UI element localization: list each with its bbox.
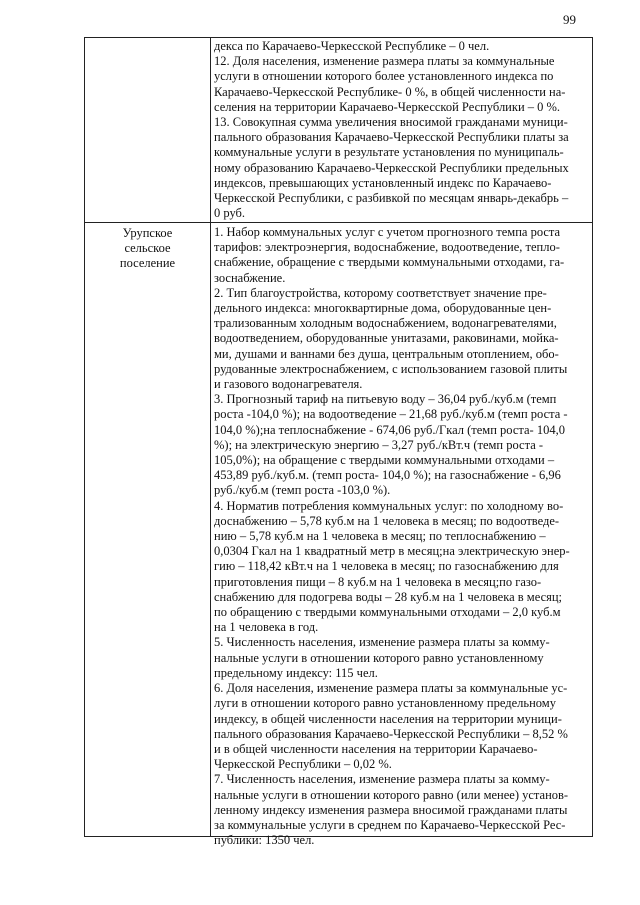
text-line: гию – 118,42 кВт.ч на 1 человека в месяц; по газоснабжению для [214,559,559,574]
text-line: на 1 человека в год. [214,620,319,635]
upper-text-cell [214,39,586,221]
text-line: ми, душами и ваннами без душа, центральным отоплением, обо- [214,346,559,361]
text-line: 4. Норматив потребления коммунальных услуг: по холодному во- [214,498,564,513]
text-line: нию – 5,78 куб.м на 1 человека в месяц; по теплоснабжению – [214,529,546,544]
text-line: селения на территории Карачаево-Черкесской Республики – 0 %. [214,99,561,114]
text-line: по обращению с твердыми коммунальными отходами – 2,0 куб.м [214,605,561,620]
text-line: 13. Совокупная сумма увеличения вносимой гражданами муници- [214,115,568,130]
settlement-name-cell [85,222,210,272]
text-line: снабжению для подогрева воды – 28 куб.м на 1 человека в месяц; [214,589,563,604]
text-line: пального образования Карачаево-Черкесской Республики платы за [214,130,569,145]
text-line: рудованные электроснабжением, с использованием газовой плиты [214,361,568,376]
text-line: нальные услуги в отношении которого равно установленному [214,650,544,665]
text-line: %); на электрическую энергию – 3,27 руб./кВт.ч (темп роста - [214,437,544,452]
text-line: индексу, в общей численности населения на территории муници- [214,711,562,726]
page-number: 99 [563,12,576,27]
text-line: 1. Набор коммунальных услуг с учетом прогнозного темпа роста [214,225,561,239]
settlement-name-line: Урупское [122,226,173,240]
text-line: Черкесской Республики, с разбивкой по месяцам январь-декабрь – [214,191,569,206]
text-line: Черкесской Республики – 0,02 %. [214,757,392,772]
text-line: 0,0304 Гкал на 1 квадратный метр в месяц;на электрическую энер- [214,544,570,559]
column-divider [210,38,211,836]
settlement-name-line: поселение [119,256,176,271]
text-line: ному образованию Карачаево-Черкесской Республики предельных [214,160,569,175]
text-line: доснабжению – 5,78 куб.м на 1 человека в месяц; по водоотведе- [214,513,560,528]
text-line: 5. Численность населения, изменение размера платы за комму- [214,635,550,650]
text-line: водоотведением, оборудованные унитазами, раковинами, мойка- [214,331,559,346]
text-line: индексов, превышающих установленный индекс по Карачаево- [214,175,552,190]
text-line: роста -104,0 %); на водоотведение – 21,68 руб./куб.м (темп роста - [214,407,568,422]
text-line: 453,89 руб./куб.м. (темп роста- 104,0 %); на газоснабжение - 6,96 [214,468,561,483]
text-line: коммунальные услуги в результате установления по муниципаль- [214,145,564,160]
text-line: декса по Карачаево-Черкесской Республике – 0 чел. [214,39,490,53]
text-line: тарифов: электроэнергия, водоснабжение, водоотведение, тепло- [214,240,560,255]
text-line: Карачаево-Черкесской Республике- 0 %, в общей численности на- [214,84,566,99]
text-line: 7. Численность населения, изменение размера платы за комму- [214,772,550,787]
text-line: пального образования Карачаево-Черкесской Республики – 8,52 % [214,726,568,741]
text-line: 0 руб. [214,206,246,221]
text-line: руб./куб.м (темп роста -103,0 %). [214,483,391,498]
text-line: 105,0%); на обращение с твердыми коммунальными отходами – [214,453,555,468]
text-line: услуги в отношении которого более установленного индекса по [214,69,554,84]
text-line: трализованным холодным водоснабжением, водонагревателями, [214,316,557,331]
lower-text-cell [214,225,586,848]
text-line: 104,0 %);на теплоснабжение - 674,06 руб./Гкал (темп роста- 104,0 [214,422,565,437]
document-table [84,37,593,848]
text-line: и газового водонагревателя. [214,377,363,392]
text-line: и в общей численности населения на территории Карачаево- [214,741,538,756]
text-line: публики: 1350 чел. [214,833,315,848]
text-line: 12. Доля населения, изменение размера платы за коммунальные [214,54,555,69]
text-line: за коммунальные услуги в среднем по Карачаево-Черкесской Рес- [214,817,566,832]
text-line: 3. Прогнозный тариф на питьевую воду – 36,04 руб./куб.м (темп [214,392,557,407]
text-line: снабжение, обращение с твердыми коммунальными отходами, га- [214,255,565,270]
text-line: 2. Тип благоустройства, которому соответствует значение пре- [214,285,547,300]
text-line: дельного индекса: многоквартирные дома, оборудованные цен- [214,301,552,316]
text-line: 6. Доля населения, изменение размера платы за коммунальные ус- [214,681,568,696]
text-line: предельному индексу: 115 чел. [214,665,378,680]
text-line: ленному индексу изменения размера вносимой гражданами платы [214,802,568,817]
text-line: нальные услуги в отношении которого равно (или менее) установ- [214,787,569,802]
settlement-name-line: сельское [124,241,171,256]
text-line: луги в отношении которого равно установленному предельному [214,696,556,711]
text-line: приготовления пищи – 8 куб.м на 1 человека в месяц;по газо- [214,574,542,589]
text-line: зоснабжение. [214,270,286,285]
